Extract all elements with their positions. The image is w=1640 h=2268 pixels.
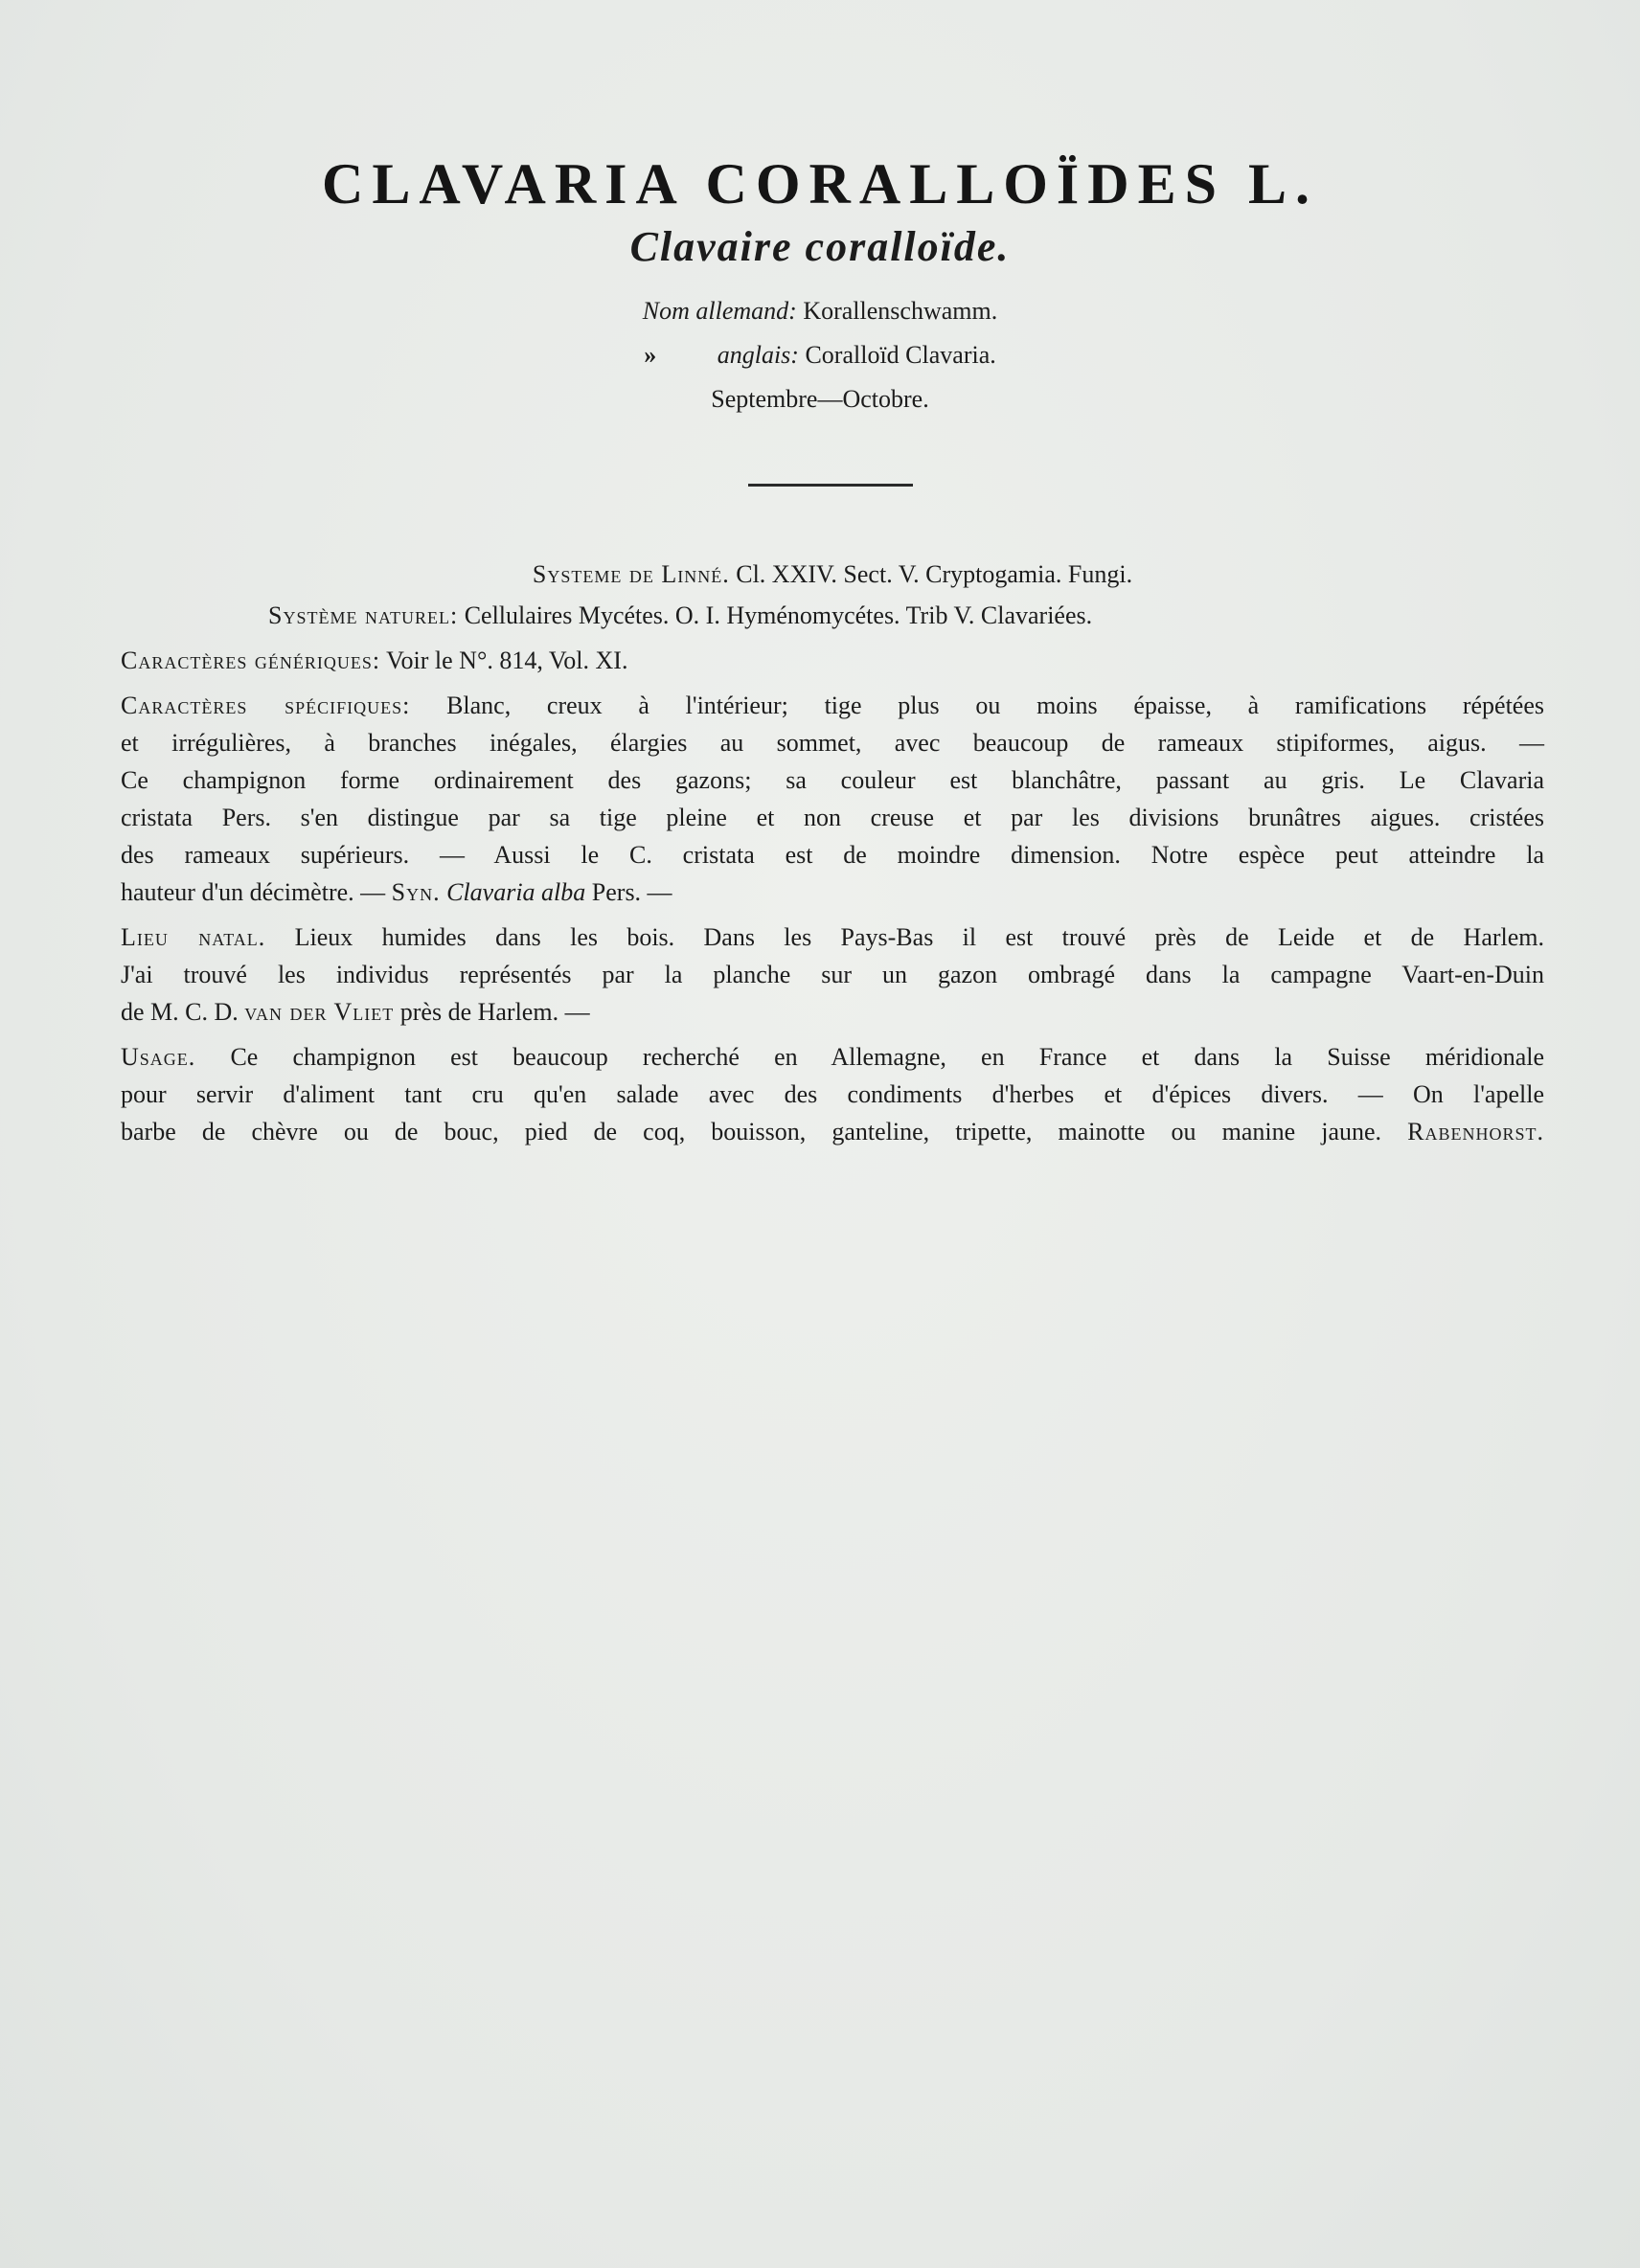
species-title: CLAVARIA CORALLOÏDES L.	[321, 152, 1319, 215]
habitat-line-3	[121, 993, 1544, 1031]
usage-line-1	[121, 1038, 1544, 1076]
specific-characters	[121, 687, 1544, 911]
specific-line-6	[121, 873, 1544, 911]
specific-label: Caractères spécifiques:	[121, 692, 411, 719]
natural-system-line	[121, 597, 1544, 634]
habitat-section	[121, 919, 1544, 1031]
synonym-name: Clavaria alba	[446, 878, 586, 906]
specific-line-4: cristata Pers. s'en distingue par sa tige pleine et non creuse et par les divisions brunâtres aigues. cristées	[121, 804, 1544, 831]
habitat-line-2: J'ai trouvé les individus représentés par la planche sur un gazon ombragé dans la campagne Vaart-en-Duin	[121, 961, 1544, 988]
synonym-label: Syn.	[391, 878, 441, 906]
usage-label: Usage.	[121, 1043, 196, 1071]
ditto-mark: »	[644, 341, 657, 369]
habitat-text-1: Lieux humides dans les bois. Dans les Pays-Bas il est trouvé près de Leide et de Harlem.	[294, 923, 1545, 951]
usage-section	[121, 1038, 1544, 1150]
author-citation: Rabenhorst.	[1407, 1118, 1544, 1145]
divider-rule	[748, 484, 913, 487]
common-names-block	[0, 289, 1640, 421]
specific-line-2: et irrégulières, à branches inégales, élargies au sommet, avec beaucoup de rameaux stipiformes, aigus. —	[121, 729, 1544, 757]
linne-label: Systeme de Linné.	[532, 560, 730, 588]
synonym-author: Pers. —	[591, 878, 672, 906]
habitat-text-3-end: près de Harlem. —	[399, 998, 590, 1026]
specific-text-1: Blanc, creux à l'intérieur; tige plus ou moins épaisse, à ramifications répétées	[446, 692, 1544, 719]
english-name-value: Coralloïd Clavaria.	[805, 341, 996, 369]
specific-text-6: hauteur d'un décimètre. —	[121, 878, 386, 906]
german-name-label: Nom allemand:	[642, 297, 797, 325]
linne-value: Cl. XXIV. Sect. V. Cryptogamia. Fungi.	[736, 560, 1133, 588]
usage-line-3	[121, 1113, 1544, 1150]
generic-line	[121, 642, 1544, 679]
specific-line-5: des rameaux supérieurs. — Aussi le C. cristata est de moindre dimension. Notre espèce peut atteindre la	[121, 841, 1544, 869]
specific-line-1	[121, 687, 1544, 724]
german-name-value: Korallenschwamm.	[803, 297, 998, 325]
usage-text-1: Ce champignon est beaucoup recherché en Allemagne, en France et dans la Suisse méridionale	[230, 1043, 1545, 1071]
usage-text-3: barbe de chèvre ou de bouc, pied de coq, bouisson, ganteline, tripette, mainotte ou manine jaune.	[121, 1118, 1382, 1145]
specific-line-3: Ce champignon forme ordinairement des gazons; sa couleur est blanchâtre, passant au gris. Le Clavaria	[121, 766, 1544, 794]
natural-label: Système naturel:	[268, 601, 459, 629]
linne-system-line	[121, 556, 1544, 593]
generic-label: Caractères génériques:	[121, 646, 381, 674]
habitat-line-1	[121, 919, 1544, 956]
usage-line-2: pour servir d'aliment tant cru qu'en salade avec des condiments d'herbes et d'épices divers. — On l'apelle	[121, 1080, 1544, 1108]
german-name-line	[0, 289, 1640, 333]
species-subtitle: Clavaire coralloïde.	[629, 223, 1011, 270]
season-line: Septembre—Octobre.	[711, 385, 929, 413]
english-name-label: anglais:	[717, 341, 799, 369]
english-name-line	[0, 333, 1640, 377]
generic-value: Voir le N°. 814, Vol. XI.	[386, 646, 628, 674]
habitat-text-3: de M. C. D.	[121, 998, 239, 1026]
collector-name: van der Vliet	[244, 998, 395, 1026]
natural-value: Cellulaires Mycétes. O. I. Hyménomycétes. Trib V. Clavariées.	[464, 601, 1093, 629]
generic-characters	[121, 642, 1544, 679]
habitat-label: Lieu natal.	[121, 923, 266, 951]
description-body	[121, 556, 1544, 1150]
